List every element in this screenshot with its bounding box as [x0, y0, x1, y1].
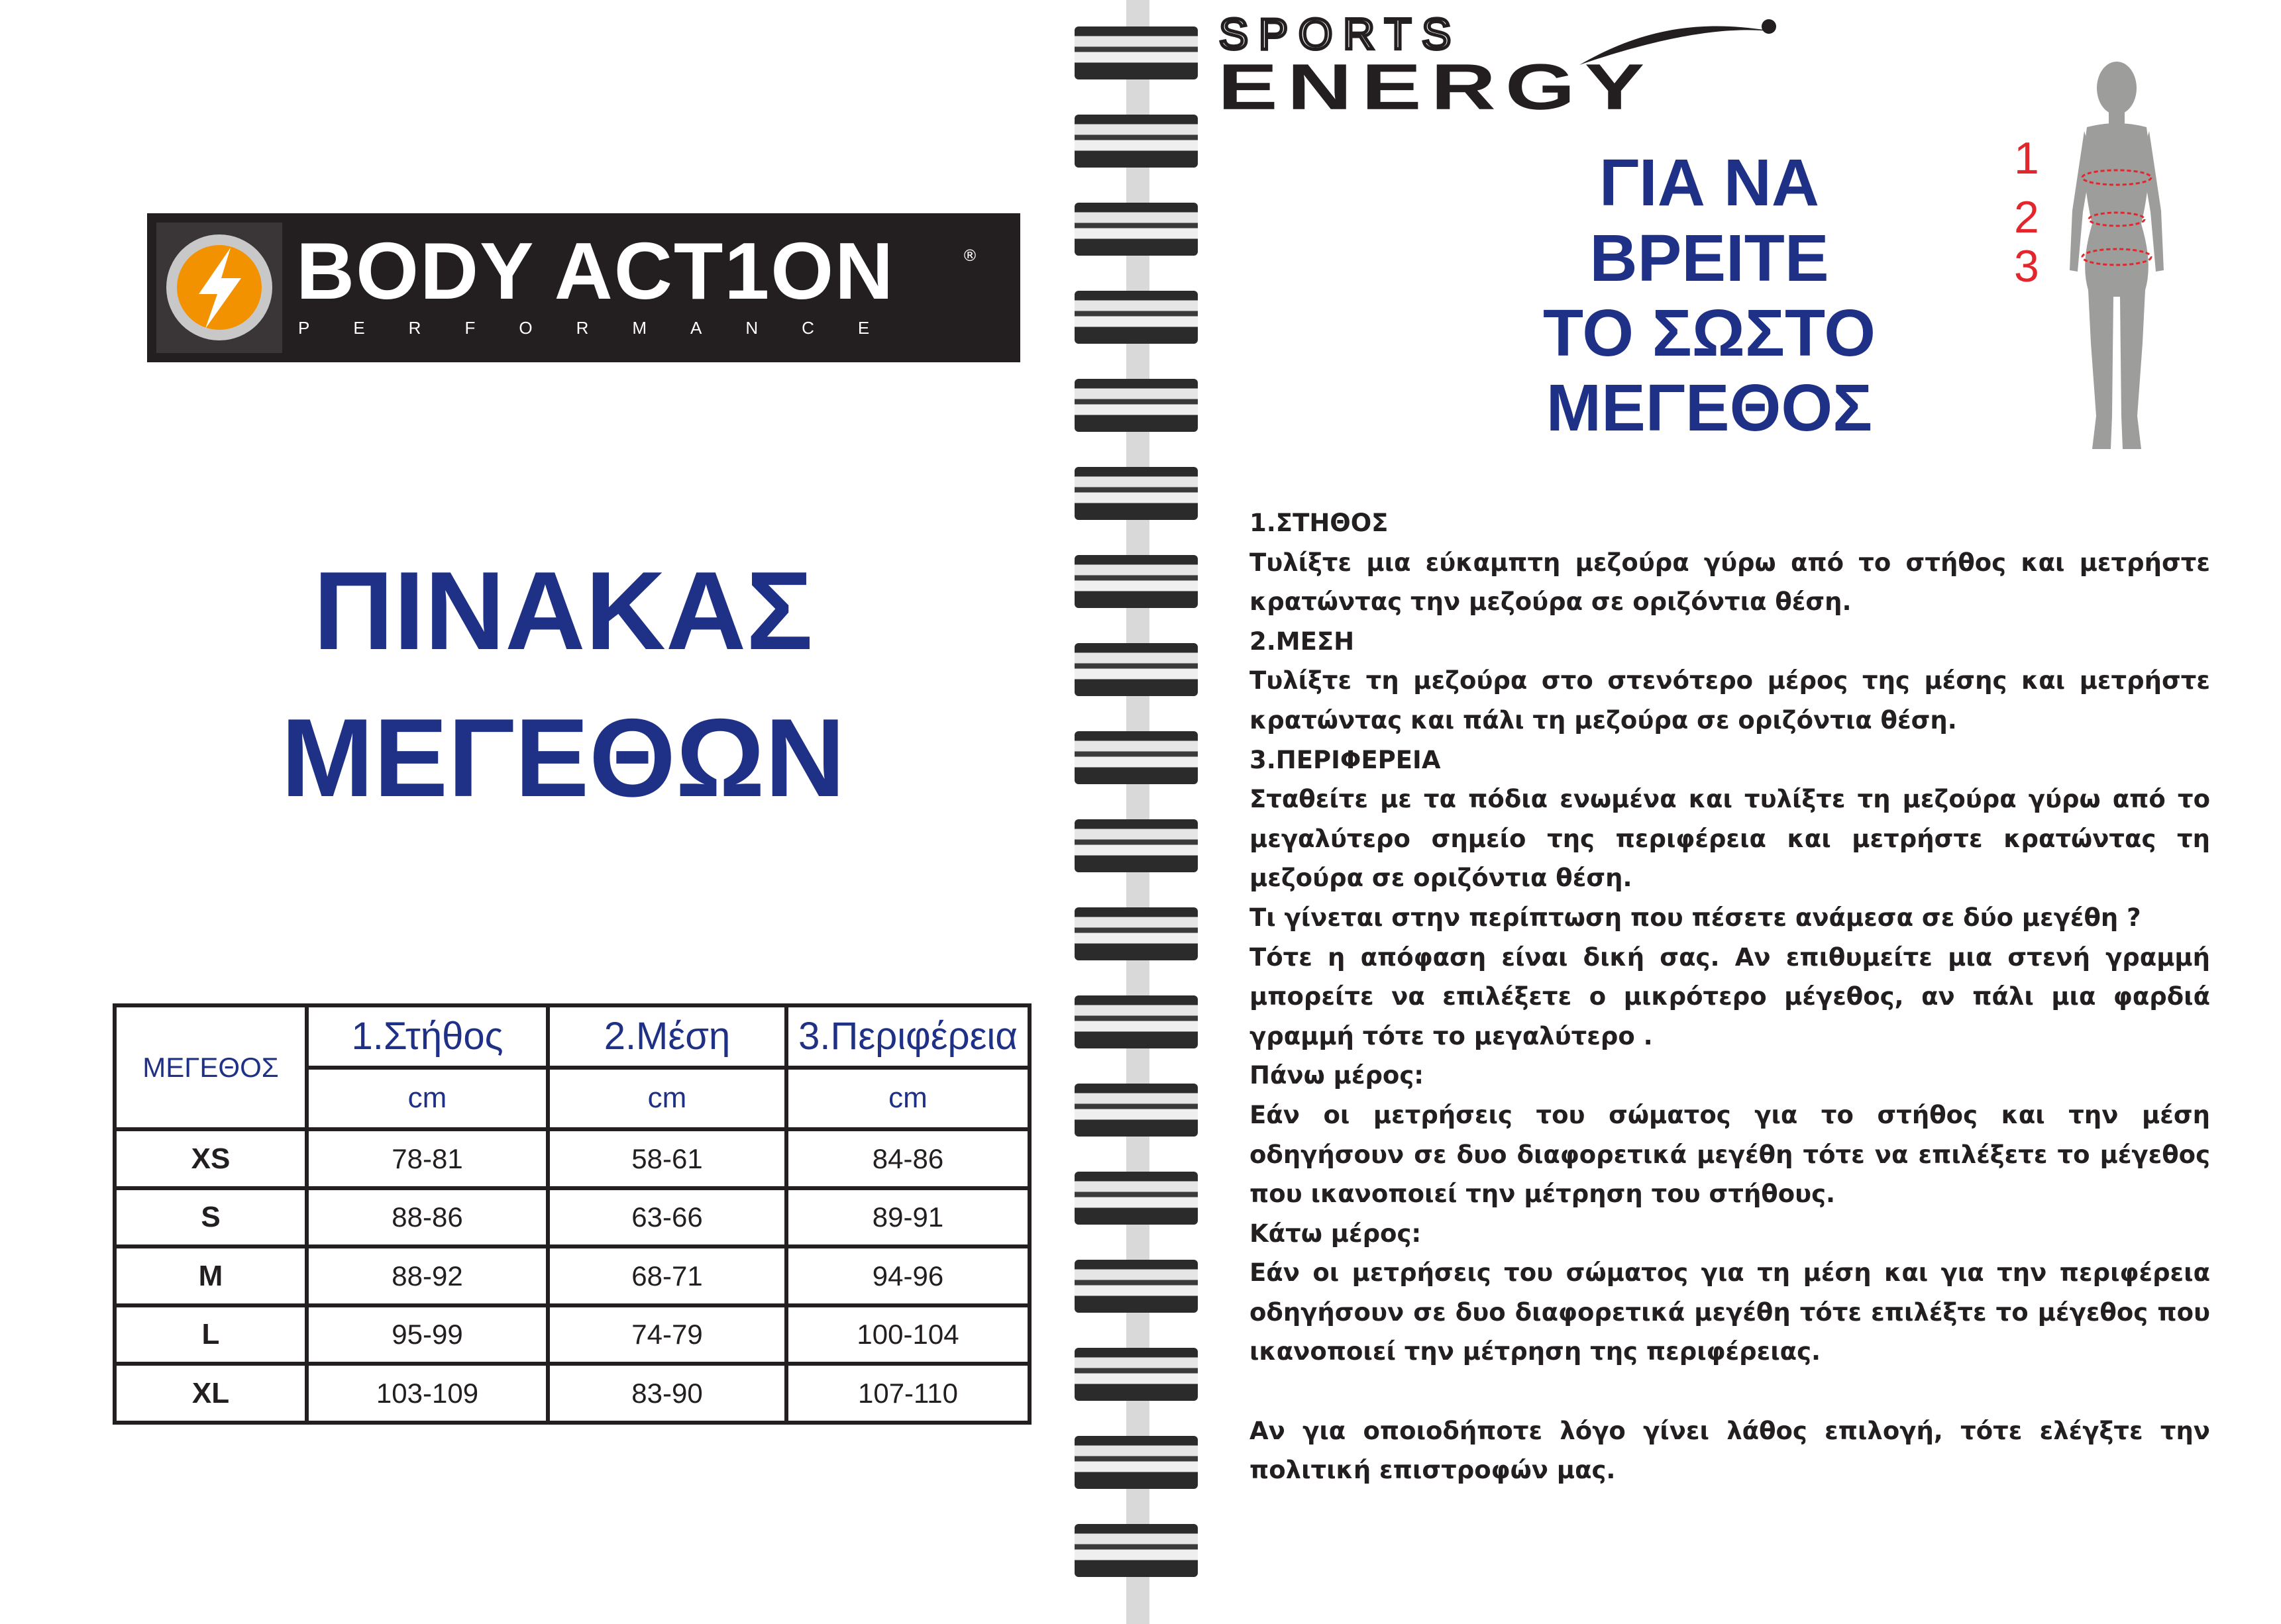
coil-wire [1075, 907, 1198, 960]
spiral-coil [1075, 1084, 1198, 1137]
coil-wire [1075, 203, 1198, 256]
column-header-waist: 2.Μέση [548, 1005, 786, 1068]
paragraph: Αν για οποιοδήποτε λόγο γίνει λάθος επιλογή, τότε ελέγξτε την πολιτική επιστροφών μας. [1249, 1416, 2210, 1485]
swoosh-logo-icon [1577, 12, 1822, 72]
spiral-binding [1075, 26, 1198, 1550]
spiral-coil [1075, 907, 1198, 960]
body-measurement-figure-icon [2067, 58, 2166, 456]
hips-value: 94-96 [786, 1246, 1030, 1305]
spiral-coil [1075, 555, 1198, 608]
hips-value: 84-86 [786, 1129, 1030, 1188]
waist-value: 58-61 [548, 1129, 786, 1188]
section-heading-waist: 2.ΜΕΣΗ [1249, 627, 1355, 656]
coil-wire [1075, 115, 1198, 168]
marker-3: 3 [2014, 241, 2039, 291]
table-row [115, 1246, 1030, 1305]
section-heading-upper: Πάνω μέρος: [1249, 1061, 1424, 1090]
spiral-coil [1075, 1172, 1198, 1225]
coil-wire [1075, 819, 1198, 872]
coil-wire [1075, 1524, 1198, 1577]
table-row [115, 1129, 1030, 1188]
spiral-coil [1075, 26, 1198, 79]
spiral-coil [1075, 115, 1198, 168]
spiral-coil [1075, 379, 1198, 432]
spiral-coil [1075, 203, 1198, 256]
spiral-coil [1075, 819, 1198, 872]
spiral-coil [1075, 731, 1198, 784]
body-action-logo [147, 213, 1020, 362]
chest-value: 103-109 [307, 1364, 548, 1423]
paragraph: Σταθείτε με τα πόδια ενωμένα και τυλίξτε τη μεζούρα γύρω από το μεγαλύτερο σημείο της περιφέρεια και μετρήστε κρατώντας τη μεζούρα σε οριζόντια θέση. [1249, 785, 2210, 893]
coil-wire [1075, 26, 1198, 79]
table-row [115, 1364, 1030, 1423]
marker-1: 1 [2014, 133, 2039, 183]
paragraph: Τότε η απόφαση είναι δική σας. Αν επιθυμείτε μια στενή γραμμή μπορείτε να επιλέξετε ο μικρότερο μέγεθος, αν πάλι μια φαρδιά γραμμή τότε το μεγαλύτερο . [1249, 942, 2210, 1050]
paragraph: Τι γίνεται στην περίπτωση που πέσετε ανάμεσα σε δύο μεγέθη ? [1249, 903, 2141, 932]
paragraph: Τυλίξτε τη μεζούρα στο στενότερο μέρος της μέσης και μετρήστε κρατώντας και πάλι τη μεζούρα σε οριζόντια θέση. [1249, 666, 2210, 735]
heading-line-1: ΓΙΑ ΝΑ [1599, 146, 1820, 220]
spacer [1249, 1372, 2210, 1411]
spiral-coil [1075, 291, 1198, 344]
chest-value: 95-99 [307, 1305, 548, 1364]
waist-value: 68-71 [548, 1246, 786, 1305]
waist-value: 74-79 [548, 1305, 786, 1364]
size-label: M [115, 1246, 307, 1305]
waist-value: 83-90 [548, 1364, 786, 1423]
section-heading-lower: Κάτω μέρος: [1249, 1219, 1422, 1248]
section-heading-chest: 1.ΣΤΗΘΟΣ [1249, 509, 1389, 537]
registered-mark: ® [962, 246, 978, 265]
heading-line-4: ΜΕΓΕΘΟΣ [1546, 371, 1873, 445]
marker-2: 2 [2014, 192, 2039, 242]
chest-value: 88-92 [307, 1246, 548, 1305]
heading-line-2: ΒΡΕΙΤΕ [1589, 221, 1829, 295]
column-header-chest: 1.Στήθος [307, 1005, 548, 1068]
coil-wire [1075, 995, 1198, 1048]
unit-waist: cm [548, 1068, 786, 1130]
coil-wire [1075, 1260, 1198, 1313]
coil-wire [1075, 467, 1198, 520]
spiral-coil [1075, 1260, 1198, 1313]
size-table [113, 1003, 1032, 1425]
paragraph: Εάν οι μετρήσεις του σώματος για τη μέση και για την περιφέρεια οδηγήσουν σε δυο διαφορετικά μεγέθη τότε επιλέξτε το μέγεθος που ικανοποιεί την μέτρηση της περιφέρειας. [1249, 1258, 2210, 1366]
column-header-hips: 3.Περιφέρεια [786, 1005, 1030, 1068]
page-title-line-1: ΠΙΝΑΚΑΣ [313, 548, 814, 673]
spiral-coil [1075, 1436, 1198, 1489]
coil-wire [1075, 555, 1198, 608]
waist-value: 63-66 [548, 1188, 786, 1247]
hips-value: 100-104 [786, 1305, 1030, 1364]
coil-wire [1075, 1348, 1198, 1401]
table-row [115, 1188, 1030, 1247]
sports-energy-logo-main: ENERGY [1218, 50, 1654, 123]
spiral-coil [1075, 467, 1198, 520]
coil-wire [1075, 1436, 1198, 1489]
measuring-instructions [1249, 503, 2210, 1490]
table-row [115, 1305, 1030, 1364]
paragraph: Εάν οι μετρήσεις του σώματος για το στήθος και την μέση οδηγήσουν σε δυο διαφορετικά μεγέθη τότε να επιλέξετε το μέγεθος που ικανοποιεί την μέτρηση του στήθους. [1249, 1100, 2210, 1209]
spiral-coil [1075, 995, 1198, 1048]
chest-value: 78-81 [307, 1129, 548, 1188]
coil-wire [1075, 379, 1198, 432]
size-label: XL [115, 1364, 307, 1423]
size-label: L [115, 1305, 307, 1364]
unit-hips: cm [786, 1068, 1030, 1130]
unit-chest: cm [307, 1068, 548, 1130]
spiral-coil [1075, 1524, 1198, 1577]
size-label: S [115, 1188, 307, 1247]
table-header-row [115, 1005, 1030, 1068]
coil-wire [1075, 643, 1198, 696]
heading-line-3: ΤΟ ΣΩΣΤΟ [1542, 296, 1876, 370]
coil-wire [1075, 1084, 1198, 1137]
lightning-emblem-icon [156, 223, 282, 353]
left-page [0, 0, 1126, 1624]
coil-wire [1075, 731, 1198, 784]
coil-wire [1075, 291, 1198, 344]
spiral-coil [1075, 1348, 1198, 1401]
sports-energy-logo-top: SPORTS [1219, 9, 1462, 58]
size-label: XS [115, 1129, 307, 1188]
paragraph: Τυλίξτε μια εύκαμπτη μεζούρα γύρω από το στήθος και μετρήστε κρατώντας την μεζούρα σε οριζόντια θέση. [1249, 548, 2210, 617]
page-title-line-2: ΜΕΓΕΘΩΝ [281, 695, 845, 820]
size-column-header: ΜΕΓΕΘΟΣ [115, 1005, 307, 1129]
body-action-subtitle: PERFORMANCE [298, 318, 914, 338]
chest-value: 88-86 [307, 1188, 548, 1247]
coil-wire [1075, 1172, 1198, 1225]
hips-value: 107-110 [786, 1364, 1030, 1423]
body-action-wordmark: BODY ACT1ON [296, 226, 895, 316]
section-heading-hips: 3.ΠΕΡΙΦΕΡΕΙΑ [1249, 745, 1441, 774]
hips-value: 89-91 [786, 1188, 1030, 1247]
spiral-coil [1075, 643, 1198, 696]
